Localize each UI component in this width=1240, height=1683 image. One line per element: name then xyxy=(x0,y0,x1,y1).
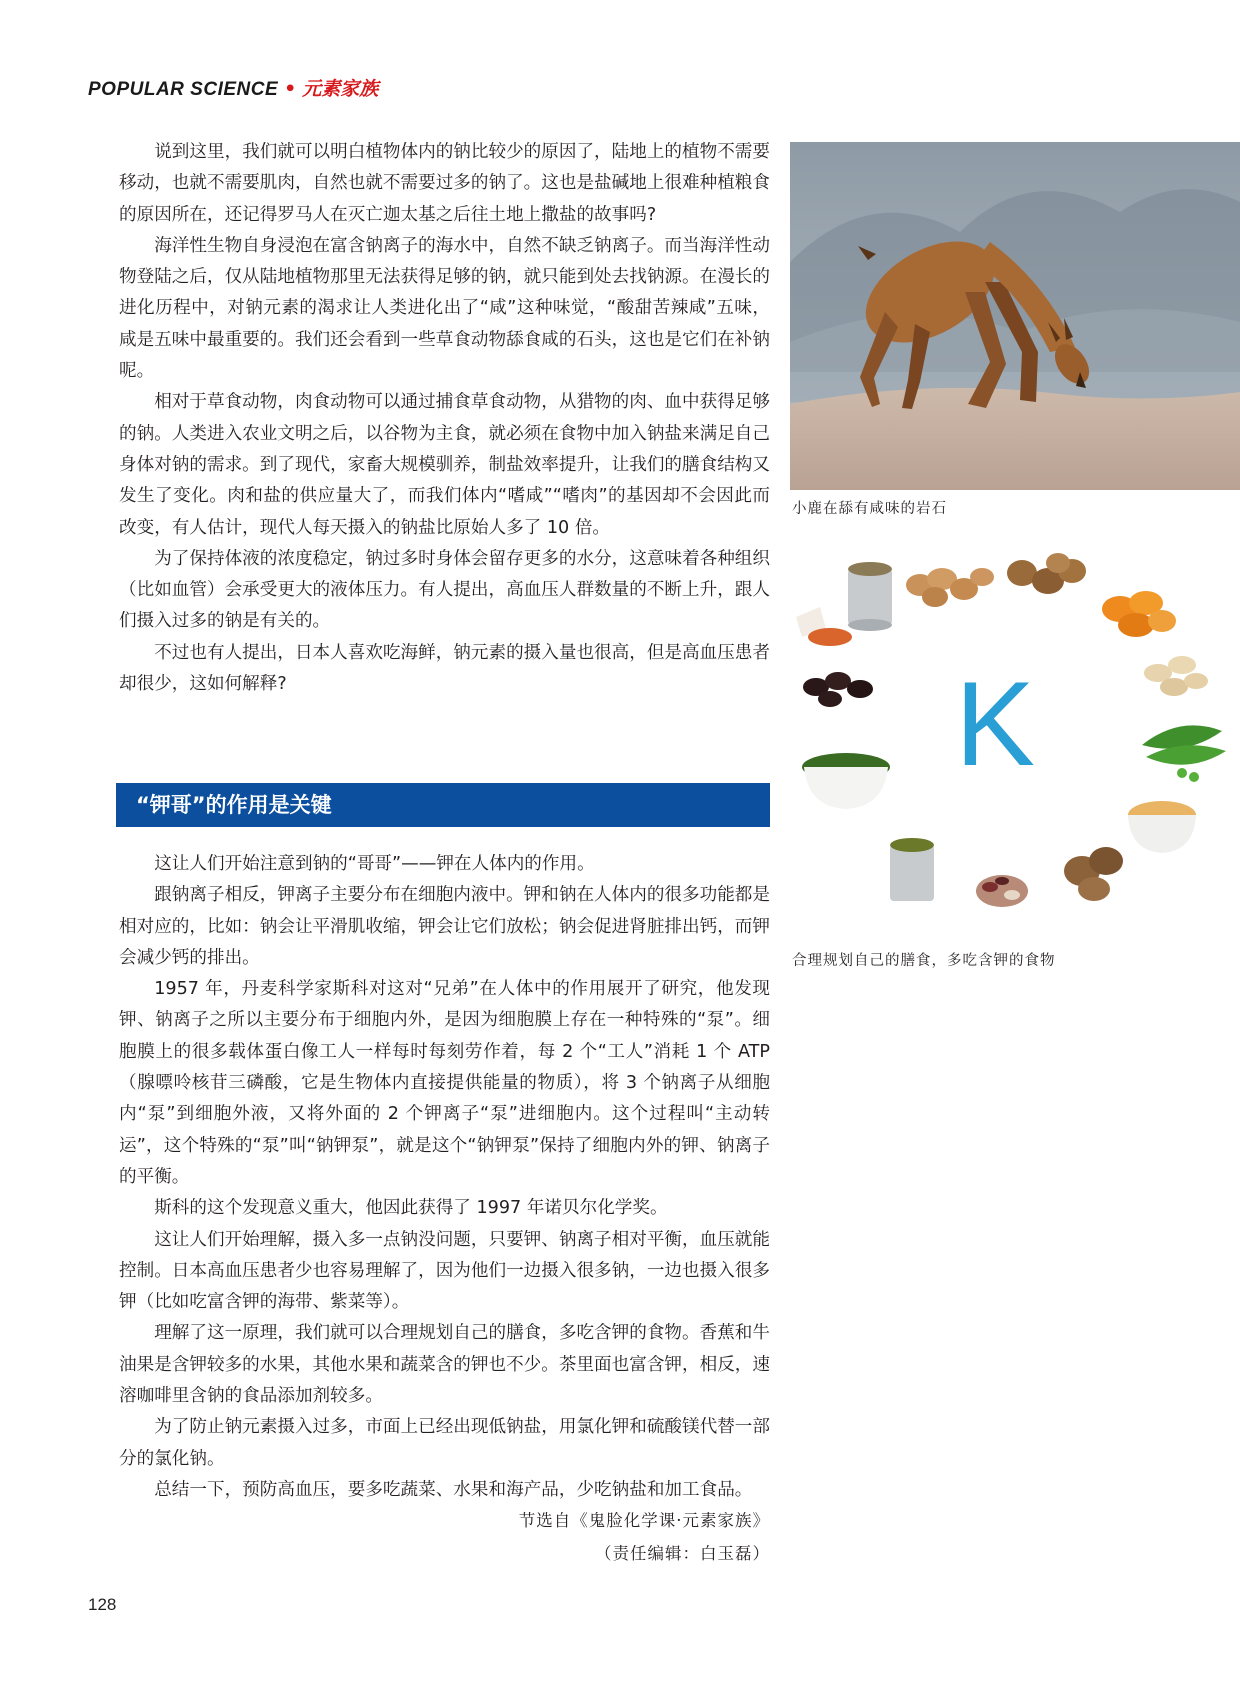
editor-credit: （责任编辑：白玉磊） xyxy=(595,1544,770,1563)
deer-illustration xyxy=(790,142,1240,490)
paragraph: 理解了这一原理，我们就可以合理规划自己的膳食，多吃含钾的食物。香蕉和牛油果是含钾较多的水果，其他水果和蔬菜含的钾也不少。茶里面也富含钾，相反，速溶咖啡里含钠的食品添加剂较多。 xyxy=(119,1323,770,1407)
potassium-foods-photo xyxy=(790,545,1240,937)
running-header xyxy=(88,74,378,101)
mixed-beans-icon xyxy=(976,875,1028,907)
magazine-name: POPULAR SCIENCE xyxy=(88,79,279,100)
paragraph: 为了保持体液的浓度稳定，钠过多时身体会留存更多的水分，这意味着各种组织（比如血管）会承受更大的液体压力。有人提出，高血压人群数量的不断上升，跟人们摄入过多的钠是有关的。 xyxy=(119,548,770,632)
section-heading: “钾哥”的作用是关键 xyxy=(116,783,770,827)
article-text-part-1 xyxy=(119,137,770,700)
header-separator: • xyxy=(284,78,297,100)
paragraph: 相对于草食动物，肉食动物可以通过捕食草食动物，从猎物的肉、血中获得足够的钠。人类进入农业文明之后，以谷物为主食，就必须在食物中加入钠盐来满足自己身体对钠的需求。到了现代，家畜大规模驯养，制盐效率提升，让我们的膳食结构又发生了变化。肉和盐的供应量大了，而我们体内“嗜咸”“嗜肉”的基因却不会因此而改变，有人估计，现代人每天摄入的钠盐比原始人多了 10 倍。 xyxy=(119,392,770,538)
column-name: 元素家族 xyxy=(302,78,379,100)
paragraph: 跟钠离子相反，钾离子主要分布在细胞内液中。钾和钠在人体内的很多功能都是相对应的，比如：钠会让平滑肌收缩，钾会让它们放松；钠会促进肾脏排出钙，而钾会减少钙的排出。 xyxy=(119,885,770,968)
deer-licking-rock-photo xyxy=(790,142,1240,490)
canned-beans-icon xyxy=(848,562,892,631)
paragraph: 斯科的这个发现意义重大，他因此获得了 1997 年诺贝尔化学奖。 xyxy=(154,1198,668,1219)
potassium-foods-illustration xyxy=(790,545,1240,937)
canned-peas-icon xyxy=(890,838,934,901)
paragraph: 这让人们开始注意到钠的“哥哥”——钾在人体内的作用。 xyxy=(154,854,595,874)
paragraph: 不过也有人提出，日本人喜欢吃海鲜，钠元素的摄入量也很高，但是高血压患者却很少，这如何解释? xyxy=(119,642,770,695)
foods-photo-caption: 合理规划自己的膳食，多吃含钾的食物 xyxy=(792,953,1056,969)
paragraph: 海洋性生物自身浸泡在富含钠离子的海水中，自然不缺乏钠离子。而当海洋性动物登陆之后，仅从陆地植物那里无法获得足够的钠，就只能到处去找钠源。在漫长的进化历程中，对钠元素的渴求让人类进化出了“咸”这种味觉，“酸甜苦辣咸”五味，咸是五味中最重要的。我们还会看到一些草食动物舔食咸的石头，这也是它们在补钠呢。 xyxy=(119,235,770,382)
paragraph: 这让人们开始理解，摄入多一点钠没问题，只要钾、钠离子相对平衡，血压就能控制。日本高血压患者少也容易理解了，因为他们一边摄入很多钠，一边也摄入很多钾（比如吃富含钾的海带、紫菜等）。 xyxy=(119,1229,770,1313)
deer-photo-caption: 小鹿在舔有咸味的岩石 xyxy=(792,501,947,517)
paragraph: 1957 年，丹麦科学家斯科对这对“兄弟”在人体中的作用展开了研究，他发现钾、钠离子之所以主要分布于细胞内外，是因为细胞膜上存在一种特殊的“泵”。细胞膜上的很多载体蛋白像工人一样每时每刻劳作着，每 2 个“工人”消耗 1 个 ATP（腺嘌呤核苷三磷酸，它是生物体内直接提供能量的物质），将 3 个钠离子从细胞内“泵”到细胞外液，又将外面的 2 个钾离子“泵”进细胞内。这个过程叫“主动转运”，这个特殊的“泵”叫“钠钾泵”，就是这个“钠钾泵”保持了细胞内外的钾、钠离子的平衡。 xyxy=(119,979,770,1187)
paragraph: 总结一下，预防高血压，要多吃蔬菜、水果和海产品，少吃钠盐和加工食品。 xyxy=(154,1479,753,1500)
paragraph: 为了防止钠元素摄入过多，市面上已经出现低钠盐，用氯化钾和硫酸镁代替一部分的氯化钠。 xyxy=(119,1417,770,1469)
article-text-part-2 xyxy=(119,849,770,1506)
paragraph: 说到这里，我们就可以明白植物体内的钠比较少的原因了，陆地上的植物不需要移动，也就不需要肌肉，自然也就不需要过多的钠了。这也是盐碱地上很难种植粮食的原因所在，还记得罗马人在灭亡迦太基之后往土地上撒盐的故事吗? xyxy=(119,142,770,225)
potassium-letter: K xyxy=(954,657,1036,791)
excerpt-source: 节选自《鬼脸化学课·元素家族》 xyxy=(518,1511,770,1530)
page-number: 128 xyxy=(88,1595,117,1614)
